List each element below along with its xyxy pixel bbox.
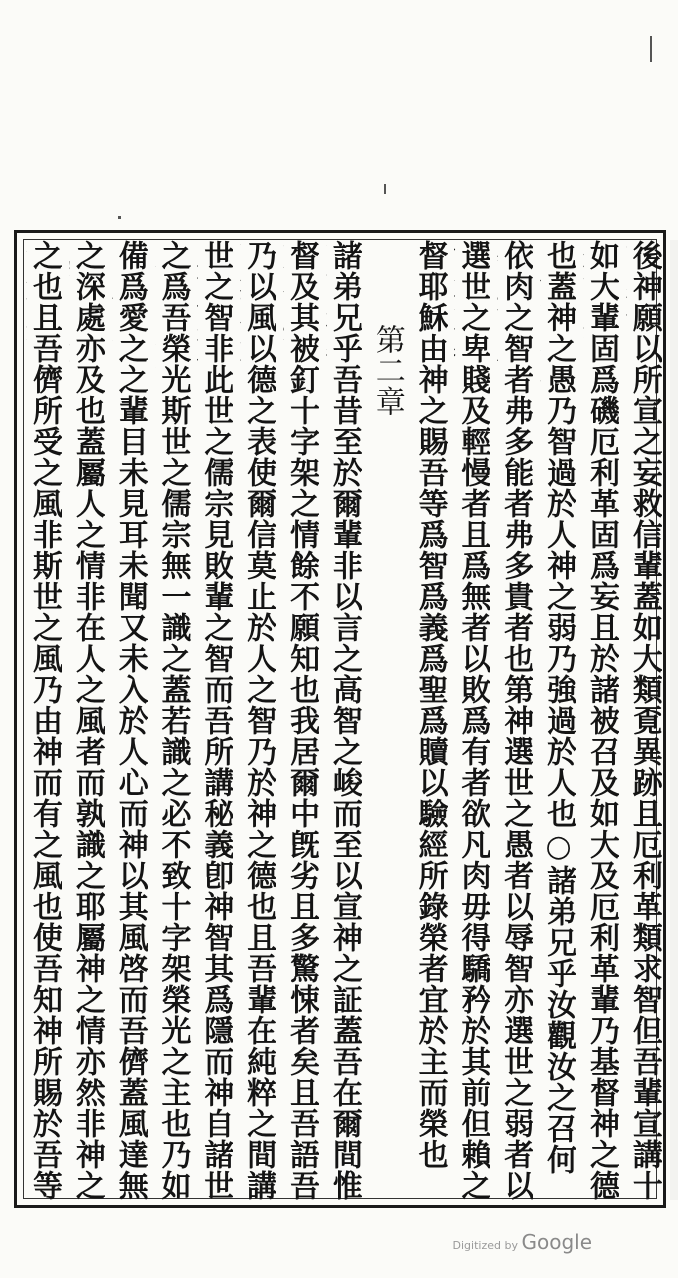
text-column-5: 選世之卑賤及輕慢者且爲無者以敗爲有者欲凡肉毋得驕矜於其前但賴之 — [455, 240, 491, 1201]
text-column-9: 督及其被釘十字架之情餘不願知也我居爾中旣劣且多驚悚者矣且吾語吾 — [284, 240, 320, 1201]
text-column-14: 之深處亦及也蓋屬人之情非在人之風者而孰識之耶屬神之情亦然非神之 — [69, 240, 105, 1201]
text-column-10: 乃以風以德之表使爾信莫止於人之智乃於神之德也且吾輩在純粹之間講 — [241, 240, 277, 1201]
google-logo-text: Google — [521, 1230, 592, 1254]
chapter-heading: 第二章 — [369, 324, 405, 417]
text-column-12: 之爲吾榮光斯世之儒宗無一識之蓋若識之必不致十字架榮光之主也乃如 — [155, 240, 191, 1201]
text-column-6: 督耶穌由神之賜吾等爲智爲義爲聖爲贖以驗經所錄榮者宜於主而榮也 — [412, 240, 448, 1170]
text-column-11: 世之智非此世之儒宗見敗輩之智而吾所講秘義卽神智其爲隱而神自諸世 — [198, 240, 234, 1201]
top-margin — [0, 0, 678, 230]
text-column-2: 如大輩固爲磯厄利革固爲妄且於諸被召及如大及厄利革輩乃基督神之德 — [583, 240, 619, 1201]
page-edge — [670, 240, 678, 1200]
text-column-15: 之也且吾儕所受之風非斯世之風乃由神而有之風也使吾知神所賜於吾等 — [27, 240, 62, 1201]
digitized-watermark — [453, 1230, 592, 1254]
text-column-1: 後神願以所宣之妄救信輩蓋如大類覔異跡且厄利革類求智但吾輩宣講十 — [626, 240, 662, 1201]
text-column-8: 諸弟兄乎吾昔至於爾輩非以言之高智之峻而至以宣神之証蓋吾在爾間惟 — [326, 240, 362, 1201]
digitized-prefix: Digitized by — [452, 1239, 518, 1252]
text-column-4: 依肉之智者弗多能者弗多貴者也第神選世之愚者以辱智亦選世之弱者以 — [498, 240, 534, 1201]
text-body — [26, 240, 662, 1202]
text-column-3: 也蓋神之愚乃智過於人神之弱乃強過於人也○諸弟兄乎汝觀汝之召何 — [541, 240, 577, 1175]
text-column-13: 備爲愛之之輩目未見耳未聞又未入於人心而神以其風啓而吾儕蓋風達無 — [112, 240, 148, 1201]
